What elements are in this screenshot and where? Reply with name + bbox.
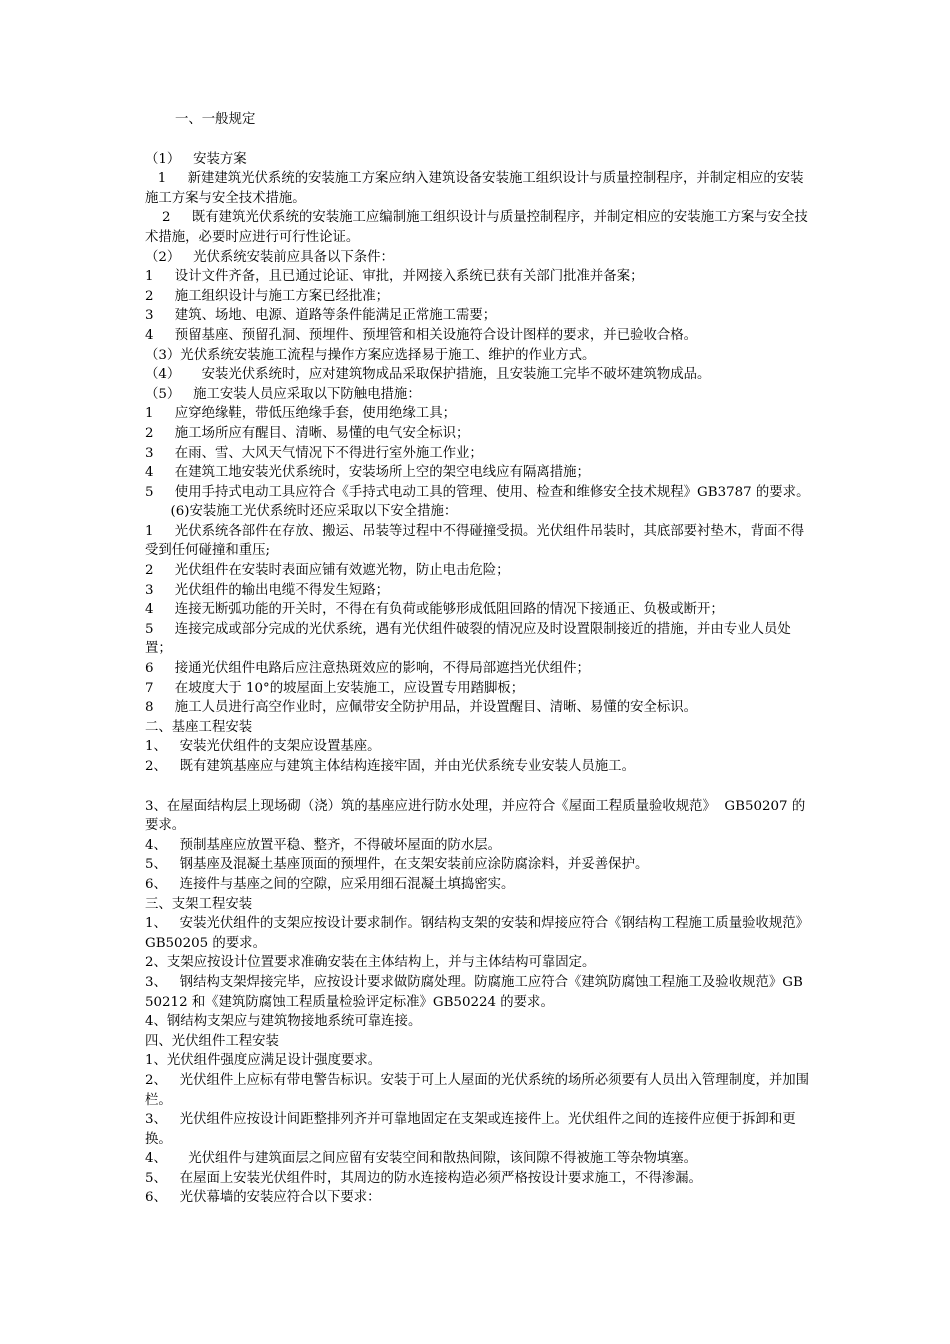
document-body (145, 150, 810, 1208)
text-line: 5、 钢基座及混凝土基座顶面的预埋件，在支架安装前应涂防腐涂料，并妥善保护。 (145, 857, 649, 873)
text-line: 1、 安装光伏组件的支架应按设计要求制作。钢结构支架的安装和焊接应符合《钢结构工程施工质量验收规范》GB50205 的要求。 (145, 916, 810, 951)
text-line: 2、支架应按设计位置要求准确安装在主体结构上，并与主体结构可靠固定。 (145, 955, 596, 971)
text-line: 4、 预制基座应放置平稳、整齐，不得破坏屋面的防水层。 (145, 837, 502, 853)
text-line: 3 建筑、场地、电源、道路等条件能满足正常施工需要； (145, 308, 497, 324)
text-line: 3、 钢结构支架焊接完毕，应按设计要求做防腐处理。防腐施工应符合《建筑防腐蚀工程施工及验收规范》GB50212 和《建筑防腐蚀工程质量检验评定标准》GB50224 的要求。 (145, 974, 803, 1010)
text-line: 6、 光伏幕墙的安装应符合以下要求： (145, 1190, 381, 1206)
text-line: 6 接通光伏组件电路后应注意热斑效应的影响，不得局部遮挡光伏组件； (145, 661, 590, 677)
text-line: 三、支架工程安装 (145, 896, 253, 912)
text-line: （4） 安装光伏系统时，应对建筑物成品采取保护措施，且安装施工完毕不破坏建筑物成品。 (145, 367, 711, 383)
text-line: (6)安装施工光伏系统时还应采取以下安全措施： (145, 504, 458, 520)
text-line: 8 施工人员进行高空作业时，应佩带安全防护用品，并设置醒目、清晰、易懂的安全标识。 (145, 700, 698, 716)
text-line: 3 光伏组件的输出电缆不得发生短路； (145, 582, 390, 598)
text-line: 1、光伏组件强度应满足设计强度要求。 (145, 1053, 382, 1069)
text-line: 1 新建建筑光伏系统的安装施工方案应纳入建筑设备安装施工组织设计与质量控制程序，并制定相应的安装施工方案与安全技术措施。 (145, 171, 804, 206)
text-line: 2 施工组织设计与施工方案已经批准； (145, 288, 390, 304)
text-line: 2 光伏组件在安装时表面应铺有效遮光物，防止电击危险； (145, 563, 510, 579)
text-line: 四、光伏组件工程安装 (145, 1033, 279, 1049)
text-line: 2、 既有建筑基座应与建筑主体结构连接牢固，并由光伏系统专业安装人员施工。 (145, 759, 635, 774)
text-line: 6、 连接件与基座之间的空隙，应采用细石混凝土填捣密实。 (145, 876, 515, 892)
text-line: 4 预留基座、预留孔洞、预埋件、预埋管和相关设施符合设计图样的要求，并已验收合格。 (145, 327, 698, 343)
text-line: 3、 光伏组件应按设计间距整排列齐并可靠地固定在支架或连接件上。光伏组件之间的连接件应便于拆卸和更换。 (145, 1112, 796, 1147)
text-line: 5 使用手持式电动工具应符合《手持式电动工具的管理、使用、检查和维修安全技术规程》GB3787 的要求。 (145, 484, 810, 500)
text-line: 4、 光伏组件与建筑面层之间应留有安装空间和散热间隙，该间隙不得被施工等杂物填塞。 (145, 1151, 698, 1167)
text-line (145, 777, 810, 797)
text-line: （2） 光伏系统安装前应具备以下条件： (145, 249, 394, 265)
text-line: （1） 安装方案 (145, 151, 247, 167)
text-line: 7 在坡度大于 10°的坡屋面上安装施工，应设置专用踏脚板； (145, 680, 525, 696)
text-line: 1 设计文件齐备，且已通过论证、审批，并网接入系统已获有关部门批准并备案； (145, 269, 644, 285)
text-line: 4 连接无断弧功能的开关时，不得在有负荷或能够形成低阻回路的情况下接通正、负极或断开； (145, 602, 724, 618)
text-line: 2 既有建筑光伏系统的安装施工应编制施工组织设计与质量控制程序，并制定相应的安装施工方案与安全技术措施，必要时应进行可行性论证。 (145, 210, 808, 245)
text-line: 2 施工场所应有醒目、清晰、易懂的电气安全标识； (145, 425, 470, 441)
text-line: 2、 光伏组件上应标有带电警告标识。安装于可上人屋面的光伏系统的场所必须要有人员出入管理制度，并加围栏。 (145, 1072, 810, 1108)
text-line: 1、 安装光伏组件的支架应设置基座。 (145, 739, 381, 755)
section-heading: 一、一般规定 (175, 112, 256, 127)
text-line: 1 应穿绝缘鞋，带低压绝缘手套，使用绝缘工具； (145, 406, 457, 422)
text-line: 4、钢结构支架应与建筑物接地系统可靠连接。 (145, 1014, 422, 1030)
text-line: 4 在建筑工地安装光伏系统时，安装场所上空的架空电线应有隔离措施； (145, 465, 590, 481)
text-line: 3、在屋面结构层上现场砌（浇）筑的基座应进行防水处理，并应符合《屋面工程质量验收规范》 GB50207 的要求。 (145, 798, 806, 834)
text-line: （5） 施工安装人员应采取以下防触电措施： (145, 386, 421, 402)
text-line: 1 光伏系统各部件在存放、搬运、吊装等过程中不得碰撞受损。光伏组件吊装时，其底部要衬垫木，背面不得受到任何碰撞和重压; (145, 523, 805, 559)
text-line: 5 连接完成或部分完成的光伏系统，遇有光伏组件破裂的情况应及时设置限制接近的措施，并由专业人员处置； (145, 621, 791, 657)
text-line: 5、 在屋面上安装光伏组件时，其周边的防水连接构造必须严格按设计要求施工，不得渗漏。 (145, 1170, 702, 1186)
text-line: 二、基座工程安装 (145, 719, 253, 735)
text-line: 3 在雨、雪、大风天气情况下不得进行室外施工作业； (145, 445, 483, 461)
document-page (145, 110, 810, 1208)
text-line: （3）光伏系统安装施工流程与操作方案应选择易于施工、维护的作业方式。 (145, 347, 596, 363)
